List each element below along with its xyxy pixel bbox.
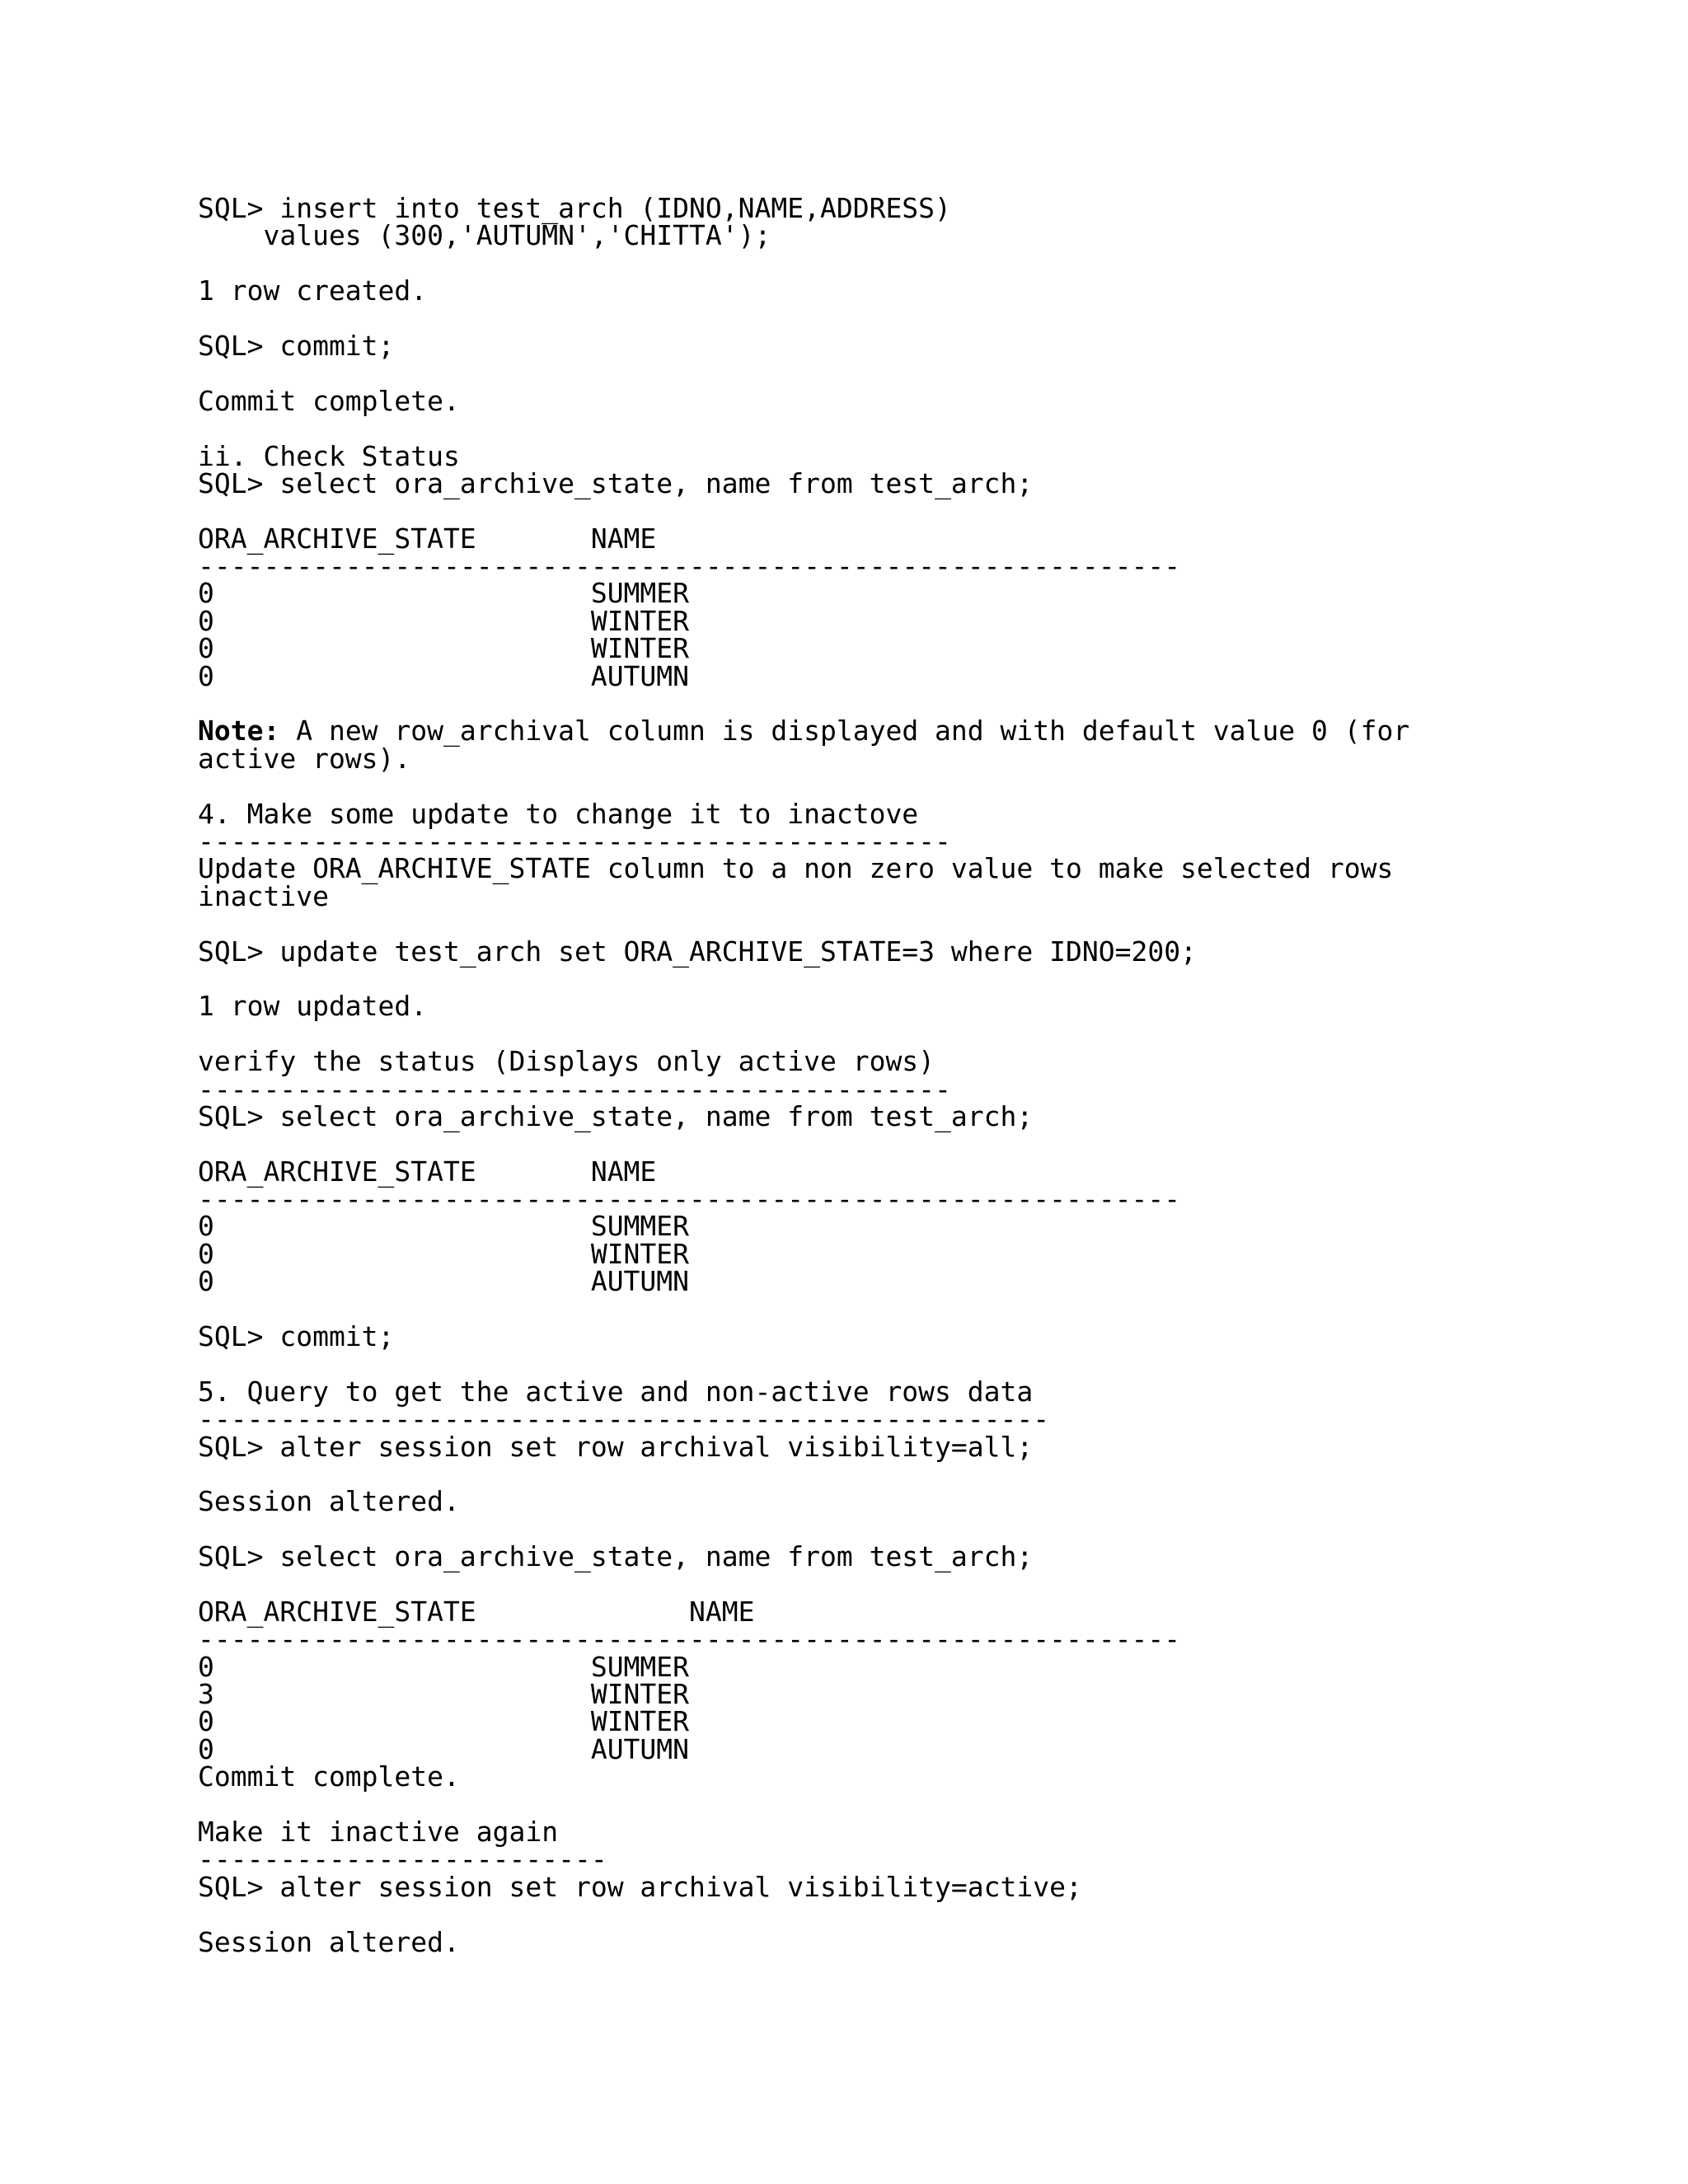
result-separator-line: ------------------------------------------------------------ — [198, 1623, 1181, 1656]
step-5-separator: ---------------------------------------------------- — [198, 1403, 1050, 1436]
update-instruction-line: Update ORA_ARCHIVE_STATE column to a non zero value to make selected rows — [198, 852, 1394, 885]
update-instruction-continuation: inactive — [198, 879, 329, 912]
result-row: 0 SUMMER — [198, 1650, 690, 1683]
sql-select-line: SQL> select ora_archive_state, name from test_arch; — [198, 1540, 1034, 1573]
blank-line — [198, 250, 1648, 277]
result-row: 0 AUTUMN — [198, 1265, 690, 1298]
document-page — [198, 194, 1648, 1956]
result-row: 0 WINTER — [198, 1237, 690, 1270]
blank-line — [198, 1516, 1648, 1543]
result-separator-line: ------------------------------------------------------------ — [198, 550, 1181, 583]
make-inactive-heading: Make it inactive again — [198, 1816, 559, 1849]
result-header-line: ORA_ARCHIVE_STATE NAME — [198, 1155, 657, 1188]
blank-line — [198, 1571, 1648, 1598]
blank-line — [198, 690, 1648, 717]
result-row: 0 WINTER — [198, 604, 690, 637]
blank-line — [198, 1296, 1648, 1323]
session-altered-line: Session altered. — [198, 1485, 460, 1518]
step-4-separator: ---------------------------------------------- — [198, 824, 951, 857]
blank-line — [198, 497, 1648, 524]
result-header-line: ORA_ARCHIVE_STATE NAME — [198, 522, 657, 555]
sql-select-line: SQL> select ora_archive_state, name from test_arch; — [198, 466, 1034, 499]
result-row: 0 SUMMER — [198, 1210, 690, 1243]
commit-complete-line: Commit complete. — [198, 1760, 460, 1793]
result-row: 0 WINTER — [198, 632, 690, 665]
sql-alter-session-all-line: SQL> alter session set row archival visibility=all; — [198, 1430, 1034, 1463]
blank-line — [198, 1900, 1648, 1928]
result-row: 3 WINTER — [198, 1678, 690, 1711]
note-continuation-line: active rows). — [198, 742, 411, 775]
sql-insert-line: SQL> insert into test_arch (IDNO,NAME,ADDRESS) — [198, 192, 951, 224]
step-4-heading: 4. Make some update to change it to inactove — [198, 797, 919, 830]
result-row: 0 WINTER — [198, 1705, 690, 1738]
make-inactive-separator: ------------------------- — [198, 1843, 607, 1876]
note-line — [198, 715, 1648, 748]
blank-line — [198, 1460, 1648, 1488]
row-updated-line: 1 row updated. — [198, 990, 428, 1023]
sql-insert-values-line: values (300,'AUTUMN','CHITTA'); — [198, 219, 771, 252]
step-5-heading: 5. Query to get the active and non-active rows data — [198, 1375, 1034, 1408]
sql-commit-line: SQL> commit; — [198, 1320, 395, 1353]
check-status-heading: ii. Check Status — [198, 439, 460, 472]
blank-line — [198, 1791, 1648, 1818]
result-row: 0 AUTUMN — [198, 659, 690, 692]
blank-line — [198, 910, 1648, 937]
blank-line — [198, 1350, 1648, 1377]
note-label: Note: — [198, 715, 280, 748]
blank-line — [198, 305, 1648, 332]
verify-status-heading: verify the status (Displays only active rows) — [198, 1045, 935, 1078]
blank-line — [198, 772, 1648, 799]
blank-line — [198, 1130, 1648, 1157]
sql-update-line: SQL> update test_arch set ORA_ARCHIVE_STATE=3 where IDNO=200; — [198, 935, 1197, 968]
blank-line — [198, 359, 1648, 387]
session-altered-line: Session altered. — [198, 1925, 460, 1958]
sql-alter-session-active-line: SQL> alter session set row archival visibility=active; — [198, 1870, 1082, 1903]
blank-line — [198, 1020, 1648, 1047]
commit-complete-line: Commit complete. — [198, 384, 460, 417]
verify-status-separator: ---------------------------------------------- — [198, 1072, 951, 1105]
blank-line — [198, 965, 1648, 992]
result-row: 0 AUTUMN — [198, 1732, 690, 1765]
result-header-line: ORA_ARCHIVE_STATE NAME — [198, 1595, 755, 1628]
note-text: A new row_archival column is displayed and with default value 0 (for — [279, 715, 1410, 748]
sql-commit-line: SQL> commit; — [198, 329, 395, 362]
result-separator-line: ------------------------------------------------------------ — [198, 1183, 1181, 1216]
blank-line — [198, 415, 1648, 442]
row-created-line: 1 row created. — [198, 274, 428, 307]
sql-select-line: SQL> select ora_archive_state, name from test_arch; — [198, 1099, 1034, 1132]
result-row: 0 SUMMER — [198, 577, 690, 610]
